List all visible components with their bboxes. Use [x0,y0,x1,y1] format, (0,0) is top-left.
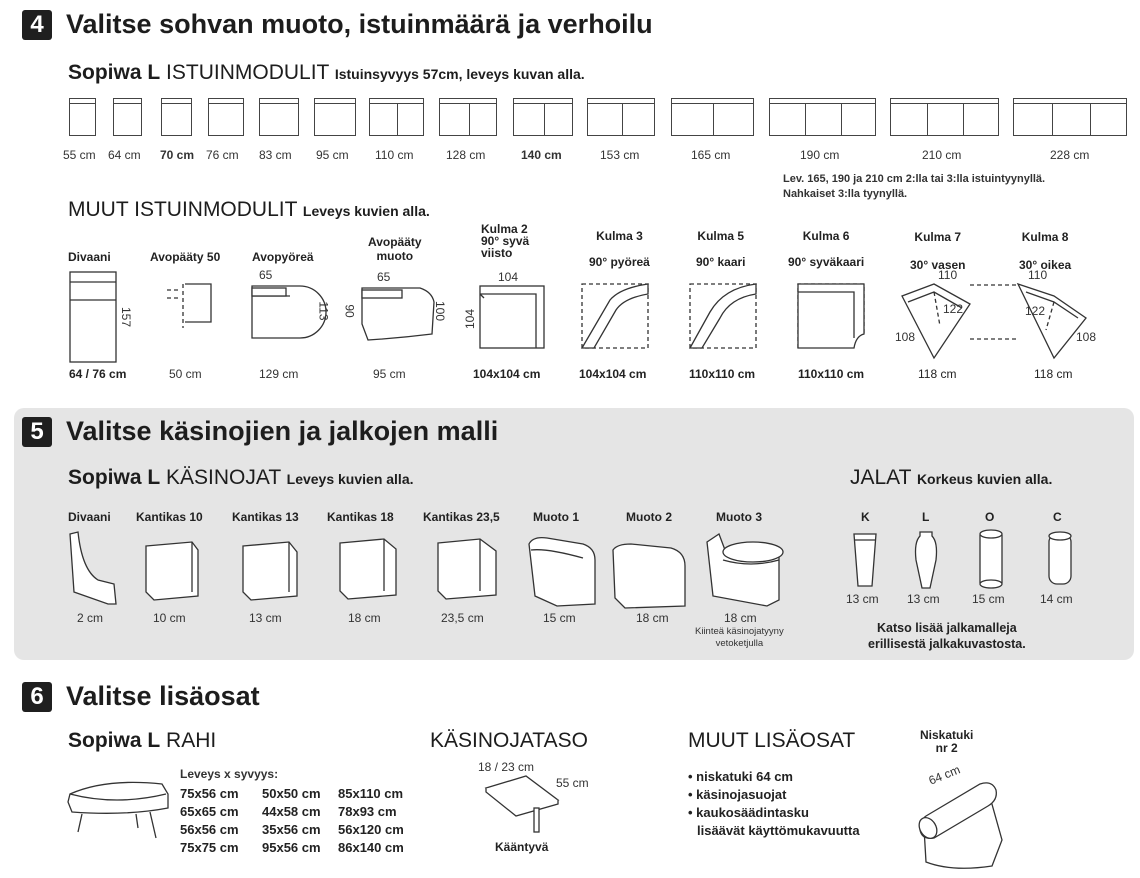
seat-module-228 [1013,98,1127,136]
armrest-kantikas-23-5-drawing [436,537,502,605]
avopaaty-muoto-depth-label: 65 [377,270,391,284]
module-name-kulma-8: Kulma 8 30° oikea [1019,230,1072,272]
kasinojataso-depth-label: 18 / 23 cm [478,760,535,774]
seat-width-label: 76 cm [206,148,239,162]
module-name-avopyorea: Avopyöreä [252,250,314,264]
divaani-length-label: 157 [119,306,134,328]
arm-size: 10 cm [153,611,186,625]
leg-l-drawing [912,530,942,592]
kasinojataso-swivel-label: Kääntyvä [495,840,549,854]
seat-module-210 [890,98,999,136]
avopyorea-depth-label: 65 [259,268,273,282]
rahi-size-table: 75x56 cm 50x50 cm 85x110 cm 65x65 cm 44x58 cm 78x93 cm 56x56 cm 35x56 cm 56x120 cm 75x75 cm 95x56 cm 86x140 cm [180,786,404,855]
legs-heading [850,466,1052,490]
seat-module-165 [671,98,754,136]
kulma-8-inner-label: 122 [1025,304,1046,318]
seat-modules-brand: Sopiwa L [68,61,161,84]
rahi-drawing [66,772,176,862]
leg-o-drawing [977,528,1005,590]
arm-name: Kantikas 13 [232,510,299,524]
armrest-muoto-2-drawing [611,542,689,612]
seat-width-label: 153 cm [600,148,640,162]
arm-size: 23,5 cm [441,611,484,625]
section-number-5: 5 [22,417,52,447]
armrest-kantikas-18-drawing [338,537,402,605]
kulma-8-drawing [1016,282,1096,362]
other-modules-label: MUUT ISTUINMODULIT [68,198,298,221]
seat-width-label: 140 cm [521,148,562,162]
arm-size: 2 cm [77,611,104,625]
kasinojataso-drawing [484,774,574,836]
seat-modules-note: Istuinsyvyys 57cm, leveys kuvan alla. [334,66,585,82]
other-accessories-list: • niskatuki 64 cm • käsinojasuojat • kaukosäädintasku lisäävät käyttömukavuutta [688,769,860,838]
seat-module-76 [208,98,244,136]
kulma-7-side-label: 108 [895,330,916,344]
other-modules-note: Leveys kuvien alla. [302,203,430,219]
armrests-brand: Sopiwa L [68,466,161,489]
seat-width-label: 128 cm [446,148,486,162]
niskatuki-title: Niskatuki nr 2 [920,728,974,755]
arm-size: 15 cm [543,611,576,625]
seat-width-label: 64 cm [108,148,141,162]
module-name-kulma-2: Kulma 2 90° syvä viisto [481,222,530,260]
module-size-kulma-5: 110x110 cm [689,367,756,381]
seat-module-83 [259,98,299,136]
other-accessories-heading: MUUT LISÄOSAT [688,729,856,752]
seat-width-label: 70 cm [160,148,195,162]
module-size-avopaaty-50: 50 cm [169,367,202,381]
legs-note: Korkeus kuvien alla. [916,471,1053,487]
rahi-heading [68,729,216,753]
module-size-kulma-8: 118 cm [1034,367,1073,381]
kulma-5-drawing [688,282,760,352]
arm-name: Divaani [68,510,111,524]
seat-module-95 [314,98,356,136]
module-name-kulma-7: Kulma 7 30° vasen [910,230,966,272]
seat-width-label: 95 cm [316,148,349,162]
armrests-label: KÄSINOJAT [166,466,281,489]
module-name-divaani: Divaani [68,250,111,264]
seat-module-70 [161,98,192,136]
seat-module-128 [439,98,497,136]
leg-name: L [922,510,930,524]
module-size-avopyorea: 129 cm [259,367,299,381]
niskatuki-length-label: 64 cm [926,762,963,788]
arm-size: 13 cm [249,611,282,625]
module-name-avopaaty-muoto: Avopääty muoto [368,235,422,263]
seat-modules-heading [68,61,585,85]
armrest-divaani-drawing [68,530,128,606]
kulma-2-width-label: 104 [498,270,519,284]
armrest-muoto-3-drawing [705,530,787,610]
seat-width-label: 165 cm [691,148,731,162]
legs-label: JALAT [850,466,912,489]
module-name-avopaaty-50: Avopääty 50 [150,250,221,264]
module-name-kulma-6: Kulma 6 90° syväkaari [788,229,865,269]
rahi-brand: Sopiwa L [68,729,161,752]
seat-module-64 [113,98,142,136]
rahi-label: RAHI [166,729,217,752]
seat-module-55 [69,98,96,136]
leg-name: K [861,510,870,524]
arm-size: 18 cm [636,611,669,625]
module-size-kulma-2: 104x104 cm [473,367,541,381]
leg-size: 15 cm [972,592,1005,606]
arm-name: Kantikas 18 [327,510,394,524]
section-number-6: 6 [22,682,52,712]
module-size-divaani: 64 / 76 cm [69,367,127,381]
leg-name: C [1053,510,1062,524]
seat-cushion-note: Lev. 165, 190 ja 210 cm 2:lla tai 3:lla istuintyynyllä. [783,173,1046,185]
kasinojataso-width-label: 55 cm [556,776,589,790]
armrests-heading [68,466,414,490]
avopaaty-muoto-width-label: 100 [433,300,448,322]
seat-width-label: 110 cm [375,148,414,162]
module-size-kulma-3: 104x104 cm [579,367,647,381]
module-size-avopaaty-muoto: 95 cm [373,367,406,381]
kulma-6-drawing [796,282,868,352]
kulma-7-inner-label: 122 [943,302,964,316]
seat-module-110 [369,98,424,136]
arm-name: Muoto 2 [626,510,672,524]
leg-size: 13 cm [846,592,879,606]
avopaaty-50-drawing [165,282,215,332]
armrests-note: Leveys kuvien alla. [286,471,414,487]
rahi-size-label: Leveys x syvyys: [180,767,279,781]
leg-c-drawing [1046,530,1074,590]
module-size-kulma-6: 110x110 cm [798,367,865,381]
muoto-3-note: Kiinteä käsinojatyyny vetoketjulla [695,626,784,649]
legs-catalog-note: Katso lisää jalkamalleja erillisestä jalkakuvastosta. [868,621,1026,651]
kulma-2-drawing [478,284,548,350]
leg-name: O [985,510,995,524]
kasinojataso-heading: KÄSINOJATASO [430,729,588,752]
avopaaty-muoto-drawing [360,284,440,342]
leg-size: 13 cm [907,592,940,606]
avopaaty-muoto-side-label: 90 [342,304,357,318]
kulma-7-top-label: 110 [938,268,958,282]
niskatuki-drawing [912,776,1022,876]
seat-module-190 [769,98,876,136]
arm-name: Kantikas 10 [136,510,203,524]
seat-module-140 [513,98,573,136]
seat-width-label: 228 cm [1050,148,1090,162]
arm-size: 18 cm [724,611,757,625]
module-name-kulma-3: Kulma 3 90° pyöreä [589,229,650,269]
leg-size: 14 cm [1040,592,1073,606]
armrest-muoto-1-drawing [527,534,599,608]
seat-width-label: 210 cm [922,148,962,162]
seat-modules-label: ISTUINMODULIT [166,61,329,84]
leather-cushion-note: Nahkaiset 3:lla tyynyllä. [783,188,908,200]
kulma-8-side-label: 108 [1076,330,1097,344]
section-number-4: 4 [22,10,52,40]
armrest-kantikas-13-drawing [241,540,303,604]
leg-k-drawing [852,532,882,590]
seat-module-153 [587,98,655,136]
kulma-8-top-label: 110 [1028,268,1048,282]
other-modules-heading [68,198,430,222]
arm-name: Kantikas 23,5 [423,510,500,524]
module-size-kulma-7: 118 cm [918,367,957,381]
seat-width-label: 55 cm [63,148,96,162]
arm-name: Muoto 1 [533,510,579,524]
seat-width-label: 190 cm [800,148,840,162]
section-4-title: Valitse sohvan muoto, istuinmäärä ja verhoilu [66,9,653,39]
seat-width-label: 83 cm [259,148,292,162]
kulma-2-depth-label: 104 [463,308,478,330]
arm-size: 18 cm [348,611,381,625]
avopyorea-width-label: 113 [316,301,331,321]
section-5-title: Valitse käsinojien ja jalkojen malli [66,416,499,446]
arm-name: Muoto 3 [716,510,762,524]
section-6-title: Valitse lisäosat [66,681,260,711]
module-name-kulma-5: Kulma 5 90° kaari [696,229,746,269]
kulma-3-drawing [580,282,652,352]
armrest-kantikas-10-drawing [144,540,204,604]
